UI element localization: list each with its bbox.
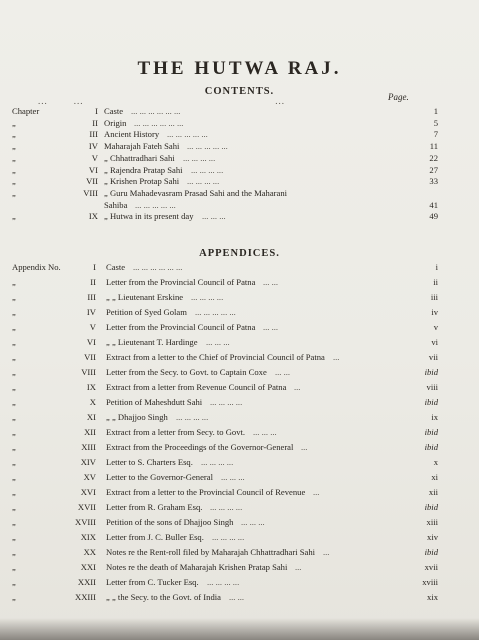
chapter-row-title: Sahiba (104, 199, 128, 210)
appendix-row-page: i (435, 262, 438, 272)
appendix-row-page: xviii (422, 577, 438, 587)
appendix-row-title: Extract from a letter to the Provincial Council of Revenue (106, 487, 306, 497)
appendix-row-page: xix (427, 592, 438, 602)
appendix-row-label: „ (12, 592, 16, 602)
appendix-row-label: Appendix No. (12, 262, 61, 272)
appendix-row-page: ii (433, 277, 438, 287)
appendix-row-label: „ (12, 337, 16, 347)
appendix-row-label: „ (12, 472, 16, 482)
appendix-row-number: XXI (80, 562, 96, 572)
chapter-row (0, 200, 479, 212)
appendix-row-label: „ (12, 412, 16, 422)
appendix-row-title: Petition of Syed Golam (106, 307, 187, 317)
appendix-row-number: VIII (81, 367, 96, 377)
appendix-row-leader-dots: ... (301, 442, 308, 452)
appendix-row-number: XIII (81, 442, 96, 452)
appendix-row-leader-dots: ... ... ... ... ... ... (133, 262, 183, 272)
appendix-row-leader-dots: ... ... ... (221, 472, 245, 482)
appendix-row-number: XI (86, 412, 96, 422)
appendix-row-label: „ (12, 457, 16, 467)
appendix-row-title: Letter from the Secy. to Govt. to Captain Coxe (106, 367, 267, 377)
chapter-row-title: Ancient History (104, 129, 160, 140)
appendix-row-title: Extract from a letter from Revenue Council of Patna (106, 382, 287, 392)
appendix-row-page: v (433, 322, 438, 332)
appendix-row-page: x (433, 457, 438, 467)
appendix-row-title: Extract from the Proceedings of the Governor-General (106, 442, 294, 452)
chapter-row-title: Maharajah Fateh Sahi (104, 141, 180, 152)
chapter-row-title: Origin (104, 117, 127, 128)
appendix-row (0, 457, 479, 469)
chapter-row-label: Chapter (12, 106, 40, 116)
appendix-row (0, 547, 479, 559)
appendix-row-page: vii (428, 352, 438, 362)
appendix-row-label: „ (12, 352, 16, 362)
appendix-row-label: „ (12, 577, 16, 587)
appendix-row-page: ibid (424, 502, 438, 512)
appendix-row-number: I (93, 262, 96, 272)
chapter-row-label: „ (12, 187, 16, 198)
appendix-row-number: XXIII (75, 592, 96, 602)
appendix-row-title: „ „ the Secy. to the Govt. of India (106, 592, 221, 602)
appendix-row (0, 337, 479, 349)
appendix-row-number: III (87, 292, 96, 302)
appendix-row-title: Letter from R. Graham Esq. (106, 502, 203, 512)
appendix-row (0, 442, 479, 454)
appendix-row-leader-dots: ... ... (229, 592, 245, 602)
appendix-row-leader-dots: ... ... ... ... (210, 502, 243, 512)
appendix-row (0, 427, 479, 439)
appendix-row-number: XVI (80, 487, 96, 497)
appendix-row-number: II (90, 277, 96, 287)
chapter-row (0, 153, 479, 165)
appendix-row-label: „ (12, 292, 16, 302)
appendix-row-title: Letter from the Provincial Council of Patna (106, 322, 256, 332)
chapter-row-number: IV (88, 141, 98, 152)
chapter-row (0, 176, 479, 188)
appendix-row-page: ibid (424, 547, 438, 557)
chapter-row-leader-dots: ... ... ... ... ... (135, 199, 176, 210)
chapter-row (0, 129, 479, 141)
appendix-row-page: ibid (424, 397, 438, 407)
appendix-row-leader-dots: ... ... ... (206, 337, 230, 347)
appendix-row-number: IV (86, 307, 96, 317)
appendix-row-page: xiii (426, 517, 438, 527)
appendix-row-title: Extract from a letter from Secy. to Govt. (106, 427, 246, 437)
chapter-row-page: 33 (429, 176, 438, 187)
page-title: THE HUTWA RAJ. (137, 58, 342, 79)
appendix-row-title: Petition of Maheshdutt Sahi (106, 397, 203, 407)
appendix-row (0, 577, 479, 589)
appendix-row-number: XVII (77, 502, 96, 512)
appendix-row-page: ibid (424, 427, 438, 437)
chapter-row-leader-dots: ... ... ... ... ... ... (134, 117, 184, 128)
appendix-row-title: Notes re the death of Maharajah Krishen Pratap Sahi (106, 562, 288, 572)
appendix-row-label: „ (12, 547, 16, 557)
appendix-row-title: Notes re the Rent-roll filed by Maharajah Chhattradhari Sahi (106, 547, 316, 557)
appendix-row-leader-dots: ... ... ... (253, 427, 277, 437)
appendix-row (0, 307, 479, 319)
chapter-row-label: „ (12, 141, 16, 152)
appendix-row-label: „ (12, 442, 16, 452)
appendix-row-label: „ (12, 562, 16, 572)
chapter-row-title: „ Chhattradhari Sahi (104, 152, 175, 163)
chapter-row-leader-dots: ... ... ... ... (183, 152, 216, 163)
appendix-row (0, 352, 479, 364)
appendix-row (0, 262, 479, 274)
appendix-row (0, 532, 479, 544)
appendix-row (0, 517, 479, 529)
chapter-row-leader-dots: ... ... ... (202, 211, 226, 222)
chapter-row-page: 49 (429, 211, 438, 222)
appendix-row-title: Extract from a letter to the Chief of Provincial Council of Patna (106, 352, 325, 362)
chapter-row-leader-dots: ... ... ... ... ... ... (131, 106, 181, 116)
chapter-row-page: 11 (429, 141, 438, 152)
chapter-row-page: 41 (429, 199, 438, 210)
page-column-label: Page. (388, 92, 409, 102)
appendix-row-leader-dots: ... ... ... ... (212, 532, 245, 542)
appendix-row-leader-dots: ... ... (263, 322, 279, 332)
appendix-row-label: „ (12, 397, 16, 407)
appendix-row-leader-dots: ... ... ... ... (207, 577, 240, 587)
appendix-row-title: Letter to the Governor-General (106, 472, 213, 482)
appendix-row-number: XII (84, 427, 96, 437)
appendix-row (0, 397, 479, 409)
appendix-row-number: XIV (80, 457, 96, 467)
chapter-row-leader-dots: ... ... ... ... ... (187, 141, 228, 152)
leader-dots: ... ... ... (38, 96, 285, 106)
appendix-row-label: „ (12, 427, 16, 437)
appendix-row-leader-dots: ... (313, 487, 320, 497)
chapter-row-title: „ Hutwa in its present day (104, 211, 194, 222)
appendix-row-title: Caste (106, 262, 126, 272)
appendix-row-title: Petition of the sons of Dhajjoo Singh (106, 517, 234, 527)
appendix-row-page: xi (431, 472, 438, 482)
appendix-row-page: ix (431, 412, 438, 422)
appendix-row-title: Letter to S. Charters Esq. (106, 457, 193, 467)
appendix-row-page: viii (426, 382, 438, 392)
appendix-row-number: XXII (77, 577, 96, 587)
appendix-row-number: XX (83, 547, 96, 557)
chapter-row-title: „ Rajendra Pratap Sahi (104, 164, 183, 175)
appendix-row-label: „ (12, 382, 16, 392)
chapter-row (0, 188, 479, 200)
chapter-row-number: I (95, 106, 98, 116)
appendix-row-label: „ (12, 277, 16, 287)
appendix-row-page: xvii (424, 562, 438, 572)
appendix-row-leader-dots: ... ... ... ... (176, 412, 209, 422)
appendix-row-number: XV (83, 472, 96, 482)
appendix-row (0, 562, 479, 574)
appendix-row (0, 502, 479, 514)
chapter-row-label: „ (12, 117, 16, 128)
chapter-row-page: 5 (433, 117, 438, 128)
appendix-row-number: XVIII (75, 517, 96, 527)
appendix-row-leader-dots: ... (294, 382, 301, 392)
chapter-row-title: „ Guru Mahadevasram Prasad Sahi and the Maharani (104, 187, 288, 198)
chapter-row-label: „ (12, 164, 16, 175)
appendix-row-label: „ (12, 532, 16, 542)
appendix-row-label: „ (12, 517, 16, 527)
appendix-row-page: xii (428, 487, 438, 497)
chapter-row-leader-dots: ... ... ... ... (187, 176, 220, 187)
appendix-row-page: vi (431, 337, 438, 347)
appendix-row-page: ibid (424, 367, 438, 377)
chapter-row-leader-dots: ... ... ... ... (191, 164, 224, 175)
appendix-row-title: „ „ Lieutenant Erskine (106, 292, 184, 302)
chapter-row-label: „ (12, 211, 16, 222)
appendix-row-label: „ (12, 322, 16, 332)
chapter-row-label: „ (12, 129, 16, 140)
appendix-row-leader-dots: ... ... ... ... (201, 457, 234, 467)
chapter-row-number: VI (88, 164, 98, 175)
appendix-row-page: ibid (424, 442, 438, 452)
appendix-row (0, 277, 479, 289)
chapter-row-leader-dots: ... ... ... ... ... (167, 129, 208, 140)
chapter-row (0, 106, 479, 118)
chapter-row-title: Caste (104, 106, 124, 116)
appendix-row-title: „ „ Lieutenant T. Hardinge (106, 337, 198, 347)
appendix-row (0, 292, 479, 304)
appendix-row-number: VI (86, 337, 96, 347)
appendix-row-leader-dots: ... ... ... ... (210, 397, 243, 407)
chapter-row (0, 141, 479, 153)
chapter-row-title: „ Krishen Protap Sahi (104, 176, 180, 187)
chapter-row (0, 165, 479, 177)
appendix-row-label: „ (12, 502, 16, 512)
appendix-row-leader-dots: ... ... (275, 367, 291, 377)
chapter-row (0, 211, 479, 223)
chapter-row-number: V (91, 152, 98, 163)
appendix-row-label: „ (12, 487, 16, 497)
appendix-row (0, 367, 479, 379)
appendix-row-title: „ „ Dhajjoo Singh (106, 412, 168, 422)
appendix-row-page: iv (431, 307, 438, 317)
appendix-row (0, 382, 479, 394)
chapter-row-page: 27 (429, 164, 438, 175)
appendix-row-number: X (89, 397, 96, 407)
appendix-row-leader-dots: ... ... ... ... (191, 292, 224, 302)
chapter-row-label: „ (12, 176, 16, 187)
appendix-row-number: XIX (80, 532, 96, 542)
appendix-row (0, 412, 479, 424)
chapter-row-number: VII (86, 176, 98, 187)
chapter-row-page: 22 (429, 152, 438, 163)
appendix-row (0, 322, 479, 334)
appendix-row-number: VII (84, 352, 96, 362)
appendix-row-number: V (89, 322, 96, 332)
appendix-row-title: Letter from C. Tucker Esq. (106, 577, 199, 587)
chapter-row-number: III (89, 129, 98, 140)
chapter-row-number: II (92, 117, 98, 128)
chapter-row-page: 1 (433, 106, 438, 116)
appendix-row-label: „ (12, 307, 16, 317)
chapter-row-number: VIII (83, 187, 98, 198)
appendix-row-leader-dots: ... (295, 562, 302, 572)
appendix-row-page: iii (430, 292, 438, 302)
appendix-row-leader-dots: ... (333, 352, 340, 362)
appendix-row (0, 472, 479, 484)
appendix-row (0, 592, 479, 604)
appendices-heading: APPENDICES. (199, 248, 280, 259)
appendix-row-leader-dots: ... ... (263, 277, 279, 287)
contents-heading: CONTENTS. (204, 86, 275, 97)
appendix-row-leader-dots: ... ... ... ... ... (195, 307, 236, 317)
chapter-row-page: 7 (433, 129, 438, 140)
appendix-row-page: xiv (427, 532, 438, 542)
appendix-row-title: Letter from J. C. Buller Esq. (106, 532, 204, 542)
appendix-row-leader-dots: ... ... ... (241, 517, 265, 527)
chapter-row-number: IX (88, 211, 98, 222)
appendix-row (0, 487, 479, 499)
chapter-row-label: „ (12, 152, 16, 163)
appendix-row-label: „ (12, 367, 16, 377)
appendix-row-title: Letter from the Provincial Council of Patna (106, 277, 256, 287)
appendix-row-number: IX (86, 382, 96, 392)
chapter-row (0, 118, 479, 130)
appendix-row-leader-dots: ... (323, 547, 330, 557)
